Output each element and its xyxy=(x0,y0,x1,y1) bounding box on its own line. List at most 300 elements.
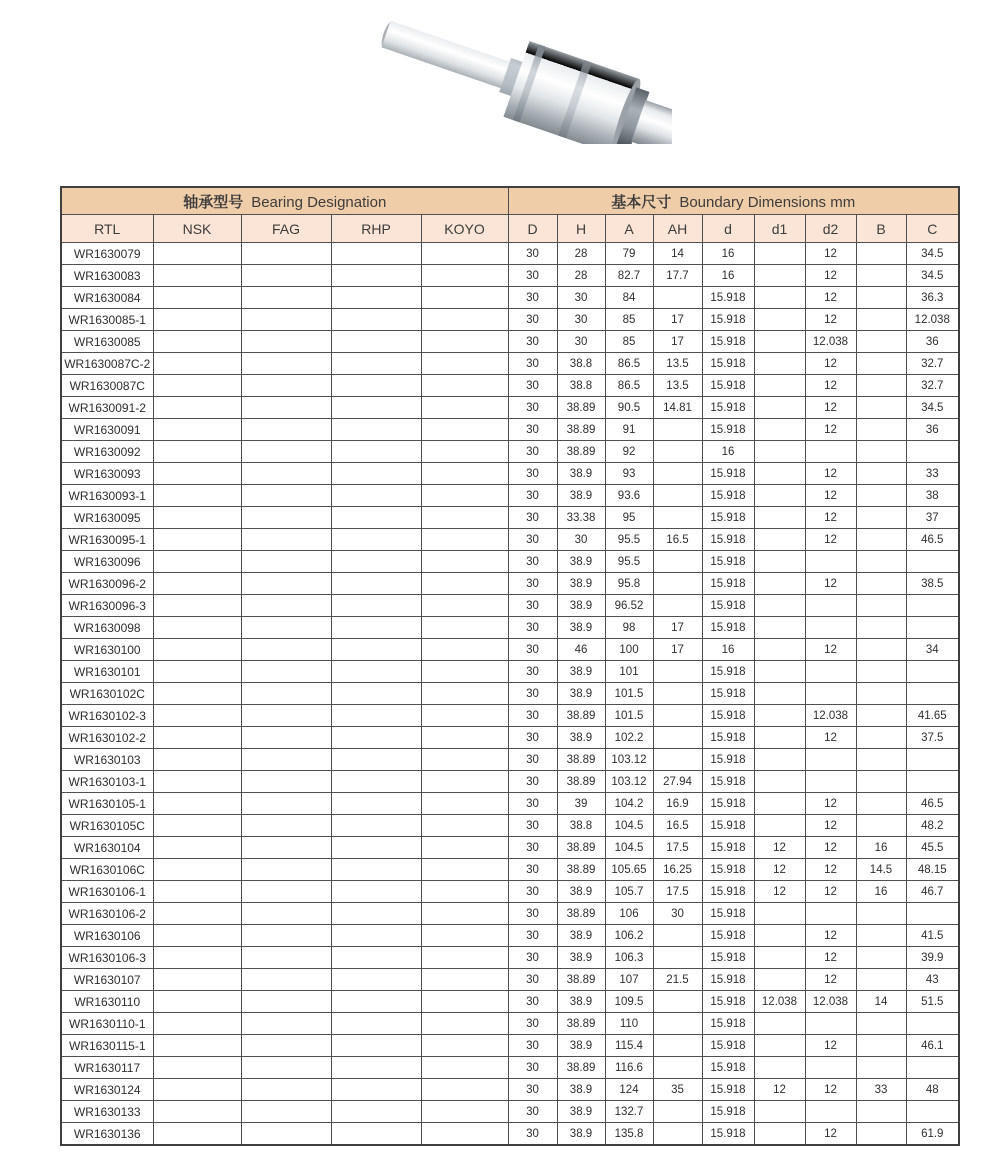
cell-ah xyxy=(653,991,702,1013)
cell-nsk xyxy=(153,727,241,749)
cell-d2: 12 xyxy=(805,1123,856,1146)
cell-koyo xyxy=(421,243,508,265)
cell-d: 15.918 xyxy=(702,859,754,881)
cell-rhp xyxy=(331,639,421,661)
cell-c xyxy=(906,595,959,617)
table-row xyxy=(61,265,959,287)
cell-rhp xyxy=(331,353,421,375)
cell-b xyxy=(856,309,906,331)
cell-h: 38.89 xyxy=(557,705,605,727)
cell-rhp xyxy=(331,749,421,771)
cell-nsk xyxy=(153,573,241,595)
cell-h: 38.9 xyxy=(557,1123,605,1146)
cell-rtl: WR1630084 xyxy=(61,287,153,309)
cell-koyo xyxy=(421,1035,508,1057)
cell-d: 30 xyxy=(508,573,557,595)
cell-fag xyxy=(241,859,331,881)
cell-koyo xyxy=(421,991,508,1013)
cell-d1 xyxy=(754,617,805,639)
cell-c: 38 xyxy=(906,485,959,507)
cell-b xyxy=(856,771,906,793)
cell-d: 15.918 xyxy=(702,925,754,947)
table-row xyxy=(61,595,959,617)
cell-ah: 13.5 xyxy=(653,353,702,375)
cell-h: 38.9 xyxy=(557,991,605,1013)
cell-nsk xyxy=(153,705,241,727)
cell-koyo xyxy=(421,595,508,617)
cell-nsk xyxy=(153,287,241,309)
cell-d: 30 xyxy=(508,859,557,881)
cell-d1 xyxy=(754,397,805,419)
cell-d: 15.918 xyxy=(702,551,754,573)
cell-rtl: WR1630095 xyxy=(61,507,153,529)
cell-h: 39 xyxy=(557,793,605,815)
cell-d: 30 xyxy=(508,617,557,639)
cell-koyo xyxy=(421,837,508,859)
cell-d: 15.918 xyxy=(702,727,754,749)
cell-b xyxy=(856,485,906,507)
cell-ah: 16.9 xyxy=(653,793,702,815)
cell-d: 30 xyxy=(508,991,557,1013)
cell-h: 38.89 xyxy=(557,1057,605,1079)
cell-koyo xyxy=(421,705,508,727)
cell-c: 36 xyxy=(906,419,959,441)
cell-rtl: WR1630102-2 xyxy=(61,727,153,749)
cell-d2: 12 xyxy=(805,573,856,595)
bearing-table xyxy=(60,186,960,1146)
cell-h: 38.9 xyxy=(557,617,605,639)
cell-d: 30 xyxy=(508,727,557,749)
cell-d2 xyxy=(805,749,856,771)
table-row xyxy=(61,771,959,793)
table-row xyxy=(61,375,959,397)
cell-a: 106.2 xyxy=(605,925,653,947)
cell-d: 15.918 xyxy=(702,507,754,529)
cell-b xyxy=(856,507,906,529)
column-header-nsk: NSK xyxy=(153,215,241,243)
cell-c: 48.2 xyxy=(906,815,959,837)
cell-koyo xyxy=(421,441,508,463)
cell-ah: 27.94 xyxy=(653,771,702,793)
cell-koyo xyxy=(421,1079,508,1101)
cell-koyo xyxy=(421,529,508,551)
cell-koyo xyxy=(421,903,508,925)
cell-b xyxy=(856,727,906,749)
cell-d1 xyxy=(754,485,805,507)
cell-d1 xyxy=(754,331,805,353)
table-row xyxy=(61,837,959,859)
cell-h: 38.9 xyxy=(557,727,605,749)
cell-d: 15.918 xyxy=(702,375,754,397)
table-row xyxy=(61,815,959,837)
cell-ah xyxy=(653,485,702,507)
cell-rtl: WR1630133 xyxy=(61,1101,153,1123)
cell-c xyxy=(906,1101,959,1123)
cell-h: 38.9 xyxy=(557,925,605,947)
cell-b xyxy=(856,353,906,375)
cell-b xyxy=(856,573,906,595)
cell-ah: 16.5 xyxy=(653,815,702,837)
cell-d1 xyxy=(754,969,805,991)
cell-fag xyxy=(241,331,331,353)
cell-rtl: WR1630079 xyxy=(61,243,153,265)
cell-a: 79 xyxy=(605,243,653,265)
cell-rhp xyxy=(331,903,421,925)
cell-d1: 12 xyxy=(754,859,805,881)
cell-rhp xyxy=(331,991,421,1013)
cell-h: 38.9 xyxy=(557,661,605,683)
cell-d: 15.918 xyxy=(702,771,754,793)
cell-d: 30 xyxy=(508,881,557,903)
cell-ah xyxy=(653,441,702,463)
cell-a: 109.5 xyxy=(605,991,653,1013)
cell-rtl: WR1630106 xyxy=(61,925,153,947)
cell-a: 82.7 xyxy=(605,265,653,287)
cell-h: 38.9 xyxy=(557,947,605,969)
cell-d2 xyxy=(805,683,856,705)
cell-ah xyxy=(653,1057,702,1079)
cell-b xyxy=(856,903,906,925)
cell-d1 xyxy=(754,727,805,749)
cell-fag xyxy=(241,749,331,771)
cell-rhp xyxy=(331,969,421,991)
cell-a: 107 xyxy=(605,969,653,991)
cell-d1 xyxy=(754,639,805,661)
table-row xyxy=(61,441,959,463)
cell-d: 15.918 xyxy=(702,463,754,485)
cell-b xyxy=(856,331,906,353)
cell-rtl: WR1630087C-2 xyxy=(61,353,153,375)
cell-nsk xyxy=(153,1123,241,1146)
column-header-h: H xyxy=(557,215,605,243)
cell-h: 38.9 xyxy=(557,683,605,705)
cell-h: 28 xyxy=(557,243,605,265)
cell-h: 38.89 xyxy=(557,903,605,925)
cell-d: 15.918 xyxy=(702,353,754,375)
cell-nsk xyxy=(153,837,241,859)
cell-fag xyxy=(241,903,331,925)
cell-d1: 12 xyxy=(754,837,805,859)
cell-d2 xyxy=(805,903,856,925)
cell-c: 34.5 xyxy=(906,397,959,419)
cell-rhp xyxy=(331,771,421,793)
cell-d: 15.918 xyxy=(702,1013,754,1035)
cell-rhp xyxy=(331,529,421,551)
cell-nsk xyxy=(153,309,241,331)
cell-c: 37.5 xyxy=(906,727,959,749)
cell-ah: 13.5 xyxy=(653,375,702,397)
cell-d2: 12 xyxy=(805,419,856,441)
table-row xyxy=(61,661,959,683)
cell-rtl: WR1630083 xyxy=(61,265,153,287)
cell-d: 30 xyxy=(508,1123,557,1146)
cell-fag xyxy=(241,661,331,683)
cell-ah xyxy=(653,463,702,485)
cell-c xyxy=(906,1013,959,1035)
cell-d2: 12 xyxy=(805,947,856,969)
cell-d1 xyxy=(754,463,805,485)
cell-koyo xyxy=(421,1013,508,1035)
cell-d2: 12 xyxy=(805,859,856,881)
cell-d: 30 xyxy=(508,639,557,661)
cell-d: 15.918 xyxy=(702,1101,754,1123)
cell-d: 30 xyxy=(508,353,557,375)
cell-b xyxy=(856,793,906,815)
group-header-bearing-designation xyxy=(61,187,508,215)
cell-koyo xyxy=(421,375,508,397)
cell-d2: 12 xyxy=(805,353,856,375)
cell-koyo xyxy=(421,551,508,573)
cell-nsk xyxy=(153,793,241,815)
cell-nsk xyxy=(153,265,241,287)
cell-d: 15.918 xyxy=(702,529,754,551)
cell-d2: 12 xyxy=(805,639,856,661)
cell-koyo xyxy=(421,1123,508,1146)
cell-rtl: WR1630096 xyxy=(61,551,153,573)
cell-d2: 12.038 xyxy=(805,991,856,1013)
cell-d1 xyxy=(754,243,805,265)
cell-b xyxy=(856,683,906,705)
cell-d2: 12 xyxy=(805,793,856,815)
cell-a: 101.5 xyxy=(605,705,653,727)
group-header-designation-en: Bearing Designation xyxy=(251,193,387,211)
cell-fag xyxy=(241,353,331,375)
cell-fag xyxy=(241,375,331,397)
cell-h: 30 xyxy=(557,309,605,331)
cell-a: 135.8 xyxy=(605,1123,653,1146)
table-row xyxy=(61,881,959,903)
cell-d: 30 xyxy=(508,419,557,441)
cell-d1 xyxy=(754,1013,805,1035)
cell-ah: 16.5 xyxy=(653,529,702,551)
cell-koyo xyxy=(421,925,508,947)
cell-b: 16 xyxy=(856,837,906,859)
cell-a: 95.8 xyxy=(605,573,653,595)
cell-koyo xyxy=(421,573,508,595)
cell-d: 30 xyxy=(508,595,557,617)
cell-c: 38.5 xyxy=(906,573,959,595)
cell-b: 14.5 xyxy=(856,859,906,881)
cell-d2: 12 xyxy=(805,925,856,947)
cell-d1 xyxy=(754,925,805,947)
cell-ah xyxy=(653,1101,702,1123)
cell-d2 xyxy=(805,595,856,617)
cell-d: 15.918 xyxy=(702,991,754,1013)
table-row xyxy=(61,353,959,375)
table-row xyxy=(61,243,959,265)
cell-d: 15.918 xyxy=(702,1123,754,1146)
cell-b xyxy=(856,397,906,419)
cell-d1 xyxy=(754,507,805,529)
table-row xyxy=(61,639,959,661)
cell-c: 34.5 xyxy=(906,265,959,287)
cell-rhp xyxy=(331,1057,421,1079)
cell-a: 103.12 xyxy=(605,771,653,793)
cell-rtl: WR1630101 xyxy=(61,661,153,683)
cell-nsk xyxy=(153,441,241,463)
cell-nsk xyxy=(153,683,241,705)
cell-d1 xyxy=(754,903,805,925)
cell-b xyxy=(856,441,906,463)
table-row xyxy=(61,1079,959,1101)
thin-shaft xyxy=(381,21,513,90)
table-row xyxy=(61,859,959,881)
cell-d: 30 xyxy=(508,441,557,463)
cell-c: 32.7 xyxy=(906,375,959,397)
cell-d1: 12 xyxy=(754,1079,805,1101)
cell-b xyxy=(856,243,906,265)
cell-h: 38.89 xyxy=(557,969,605,991)
cell-d2: 12 xyxy=(805,375,856,397)
cell-a: 106.3 xyxy=(605,947,653,969)
cell-fag xyxy=(241,947,331,969)
cell-b xyxy=(856,749,906,771)
cell-koyo xyxy=(421,815,508,837)
cell-rhp xyxy=(331,881,421,903)
cell-rtl: WR1630095-1 xyxy=(61,529,153,551)
cell-rhp xyxy=(331,859,421,881)
cell-rtl: WR1630100 xyxy=(61,639,153,661)
cell-h: 38.89 xyxy=(557,441,605,463)
cell-fag xyxy=(241,529,331,551)
cell-d2: 12 xyxy=(805,309,856,331)
cell-fag xyxy=(241,265,331,287)
cell-fag xyxy=(241,991,331,1013)
table-row xyxy=(61,485,959,507)
cell-rhp xyxy=(331,947,421,969)
cell-rtl: WR1630107 xyxy=(61,969,153,991)
cell-d: 15.918 xyxy=(702,419,754,441)
table-row xyxy=(61,793,959,815)
cell-nsk xyxy=(153,1079,241,1101)
cell-nsk xyxy=(153,1057,241,1079)
cell-rhp xyxy=(331,287,421,309)
cell-a: 101 xyxy=(605,661,653,683)
cell-d1 xyxy=(754,705,805,727)
cell-h: 38.9 xyxy=(557,1079,605,1101)
cell-b xyxy=(856,1057,906,1079)
cell-a: 85 xyxy=(605,331,653,353)
cell-c: 34 xyxy=(906,639,959,661)
cell-rhp xyxy=(331,507,421,529)
cell-c xyxy=(906,903,959,925)
cell-d1 xyxy=(754,1123,805,1146)
cell-d: 30 xyxy=(508,243,557,265)
cell-h: 38.9 xyxy=(557,1035,605,1057)
group-header-row xyxy=(61,187,959,215)
cell-d2 xyxy=(805,661,856,683)
cell-d2: 12 xyxy=(805,815,856,837)
cell-d: 30 xyxy=(508,661,557,683)
cell-ah: 35 xyxy=(653,1079,702,1101)
cell-rtl: WR1630085-1 xyxy=(61,309,153,331)
table-row xyxy=(61,573,959,595)
cell-d2: 12 xyxy=(805,265,856,287)
cell-ah xyxy=(653,661,702,683)
cell-h: 30 xyxy=(557,331,605,353)
cell-c: 41.65 xyxy=(906,705,959,727)
cell-b xyxy=(856,551,906,573)
cell-d: 30 xyxy=(508,1079,557,1101)
table-row xyxy=(61,1035,959,1057)
cell-h: 38.9 xyxy=(557,573,605,595)
cell-d: 15.918 xyxy=(702,705,754,727)
cell-d2 xyxy=(805,1013,856,1035)
cell-ah xyxy=(653,573,702,595)
cell-d: 30 xyxy=(508,265,557,287)
cell-h: 38.89 xyxy=(557,1013,605,1035)
cell-d2: 12 xyxy=(805,529,856,551)
column-header-koyo: KOYO xyxy=(421,215,508,243)
table-row xyxy=(61,551,959,573)
cell-rhp xyxy=(331,397,421,419)
cell-d2 xyxy=(805,1101,856,1123)
cell-nsk xyxy=(153,617,241,639)
cell-c xyxy=(906,683,959,705)
cell-b xyxy=(856,265,906,287)
cell-a: 98 xyxy=(605,617,653,639)
cell-koyo xyxy=(421,727,508,749)
cell-nsk xyxy=(153,947,241,969)
cell-fag xyxy=(241,683,331,705)
cell-nsk xyxy=(153,507,241,529)
column-header-rtl: RTL xyxy=(61,215,153,243)
cell-a: 95.5 xyxy=(605,529,653,551)
cell-a: 91 xyxy=(605,419,653,441)
cell-b xyxy=(856,639,906,661)
cell-h: 46 xyxy=(557,639,605,661)
cell-d1 xyxy=(754,595,805,617)
cell-a: 86.5 xyxy=(605,375,653,397)
cell-c xyxy=(906,661,959,683)
cell-b xyxy=(856,419,906,441)
cell-d2 xyxy=(805,441,856,463)
cell-nsk xyxy=(153,969,241,991)
cell-rtl: WR1630102-3 xyxy=(61,705,153,727)
table-row xyxy=(61,749,959,771)
cell-c xyxy=(906,749,959,771)
table-row xyxy=(61,705,959,727)
cell-ah: 21.5 xyxy=(653,969,702,991)
cell-d: 15.918 xyxy=(702,397,754,419)
cell-d: 16 xyxy=(702,243,754,265)
cell-fag xyxy=(241,771,331,793)
water-pump-bearing-illustration xyxy=(368,2,672,144)
cell-d: 30 xyxy=(508,815,557,837)
cell-h: 38.9 xyxy=(557,485,605,507)
cell-rhp xyxy=(331,815,421,837)
cell-fag xyxy=(241,595,331,617)
cell-nsk xyxy=(153,419,241,441)
cell-rhp xyxy=(331,551,421,573)
cell-rtl: WR1630087C xyxy=(61,375,153,397)
cell-d2: 12 xyxy=(805,397,856,419)
cell-c: 45.5 xyxy=(906,837,959,859)
cell-rhp xyxy=(331,727,421,749)
cell-d1 xyxy=(754,1035,805,1057)
table-body xyxy=(61,243,959,1146)
cell-koyo xyxy=(421,881,508,903)
cell-a: 101.5 xyxy=(605,683,653,705)
cell-d2: 12 xyxy=(805,463,856,485)
cell-fag xyxy=(241,617,331,639)
cell-h: 38.9 xyxy=(557,463,605,485)
cell-a: 104.5 xyxy=(605,815,653,837)
cell-b xyxy=(856,925,906,947)
cell-d1 xyxy=(754,419,805,441)
cell-rtl: WR1630093 xyxy=(61,463,153,485)
cell-ah: 14.81 xyxy=(653,397,702,419)
